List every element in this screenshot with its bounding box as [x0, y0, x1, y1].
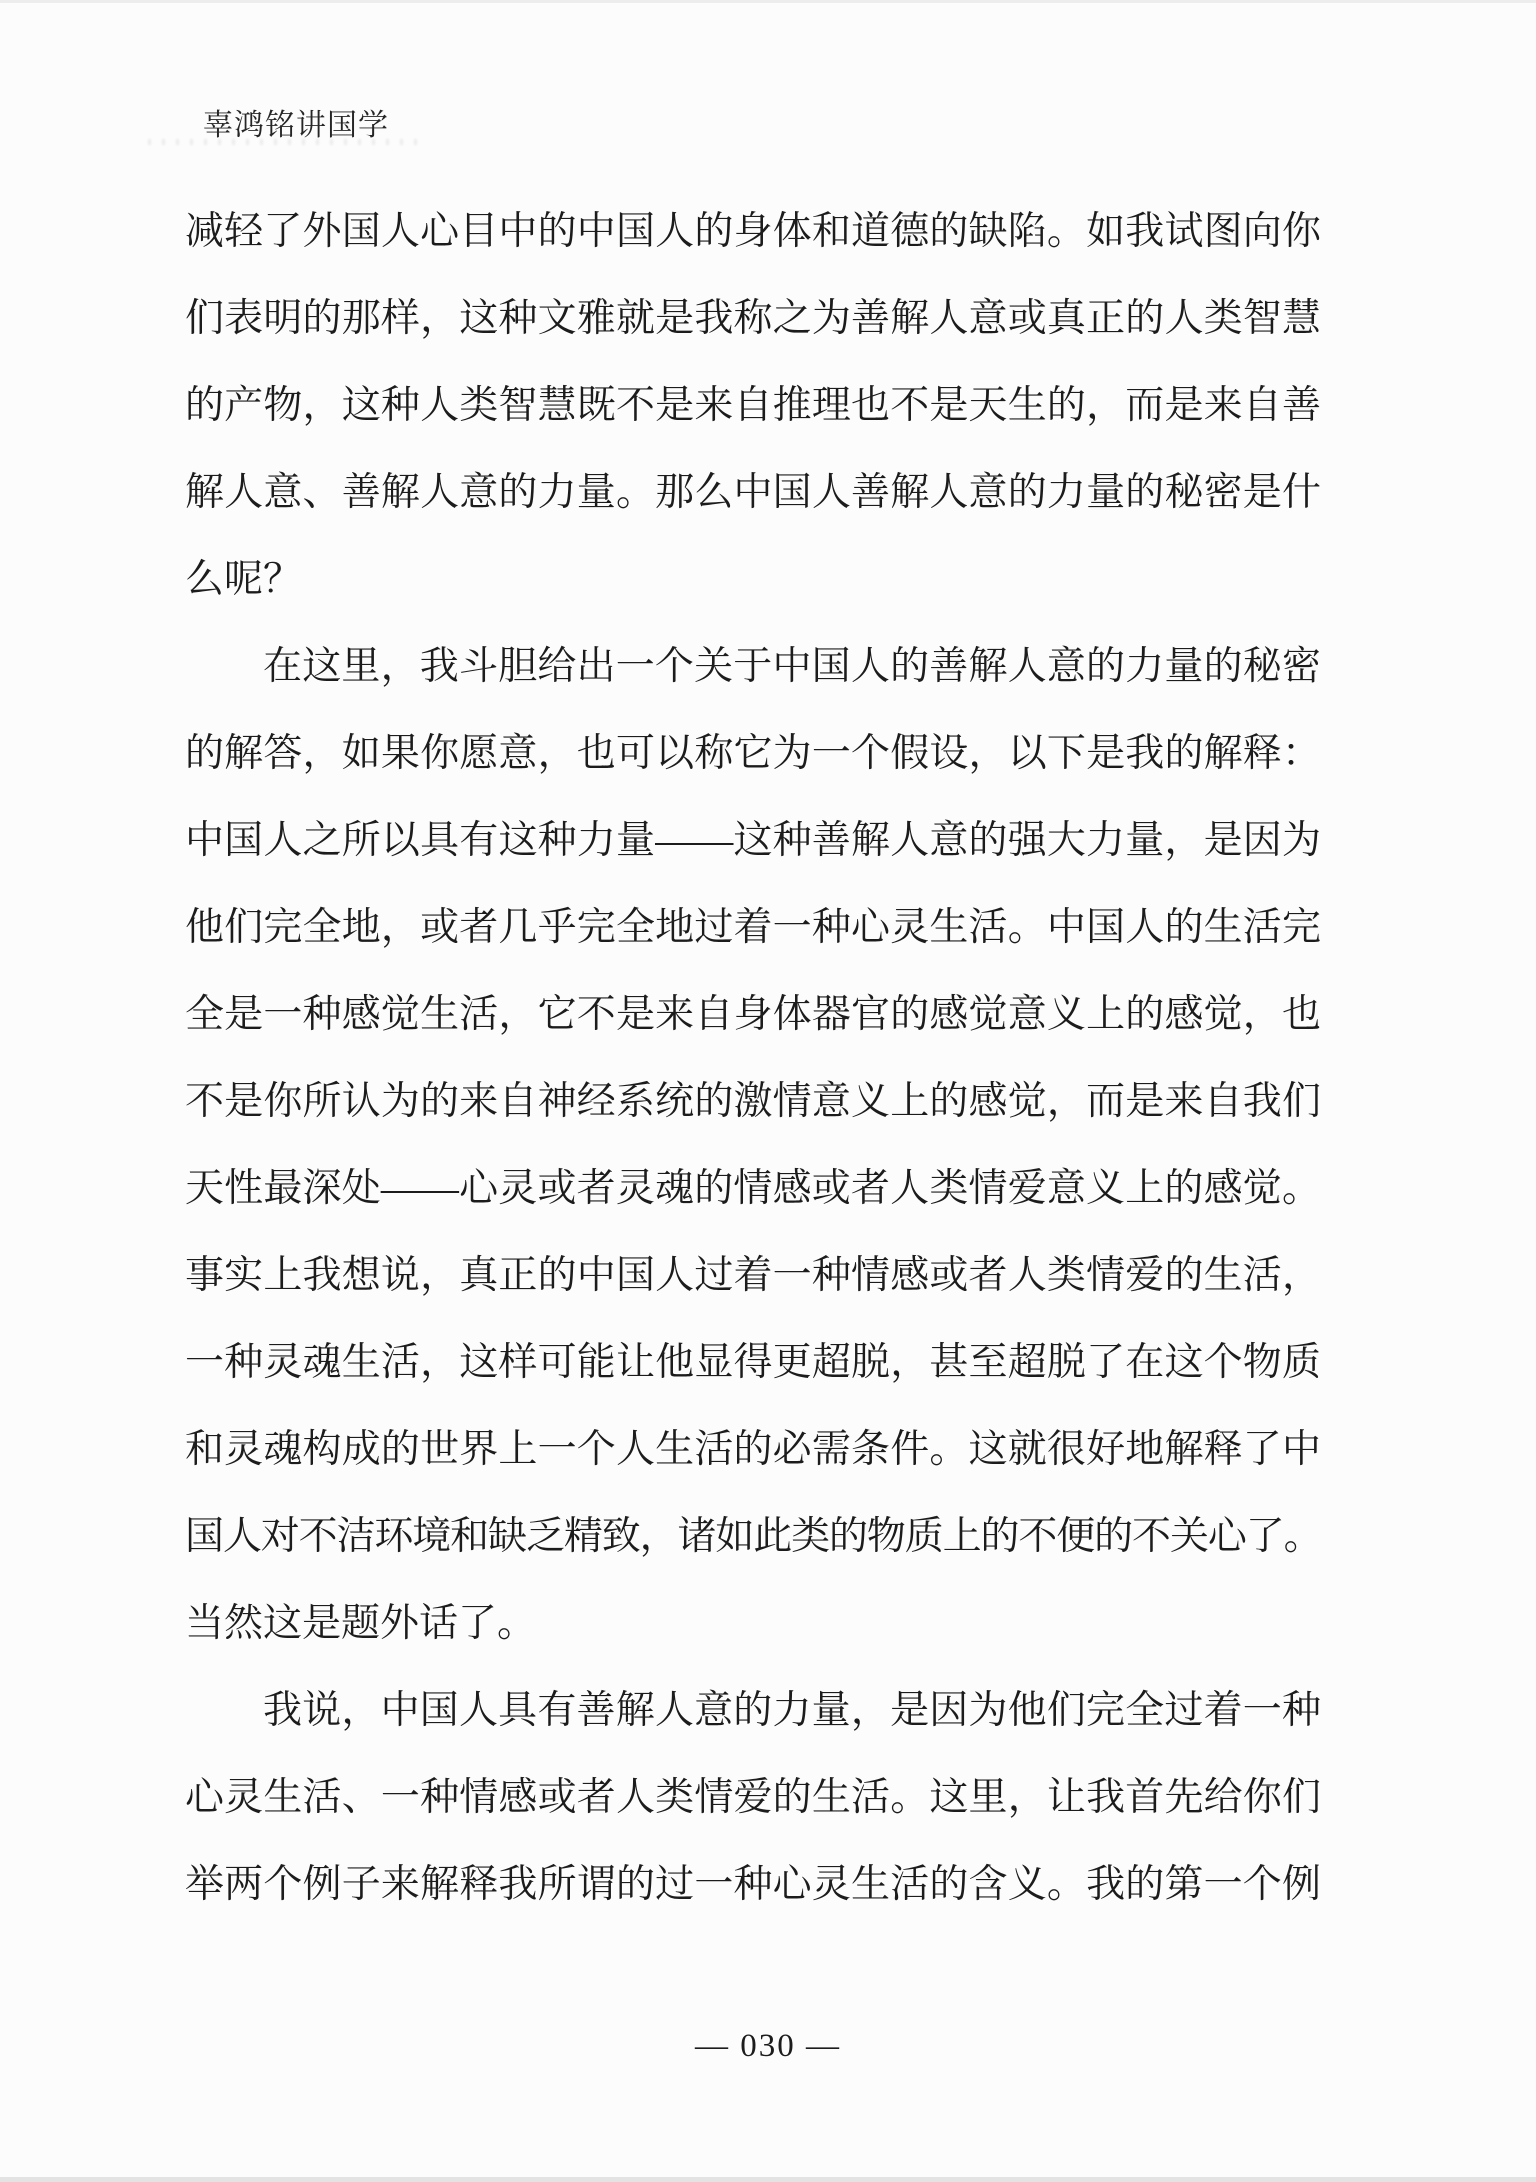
text-line: 全是一种感觉生活，它不是来自身体器官的感觉意义上的感觉，也 — [185, 993, 1321, 1036]
text-line: 的解答，如果你愿意，也可以称它为一个假设，以下是我的解释： — [185, 732, 1321, 775]
text-line: 国人对不洁环境和缺乏精致，诸如此类的物质上的不便的不关心了。 — [185, 1515, 1321, 1558]
text-line: 中国人之所以具有这种力量——这种善解人意的强大力量，是因为 — [185, 819, 1321, 862]
text-line: 当然这是题外话了。 — [185, 1602, 537, 1645]
page-number: — 030 — — [695, 2028, 841, 2064]
text-line: 在这里，我斗胆给出一个关于中国人的善解人意的力量的秘密 — [263, 645, 1321, 688]
text-line: 不是你所认为的来自神经系统的激情意义上的感觉，而是来自我们 — [185, 1080, 1321, 1123]
text-line: 他们完全地，或者几乎完全地过着一种心灵生活。中国人的生活完 — [185, 906, 1321, 949]
text-line: 天性最深处——心灵或者灵魂的情感或者人类情爱意义上的感觉。 — [185, 1167, 1321, 1210]
text-line: 么呢？ — [185, 558, 303, 601]
text-line: 们表明的那样，这种文雅就是我称之为善解人意或真正的人类智慧 — [185, 297, 1321, 340]
text-line: 一种灵魂生活，这样可能让他显得更超脱，甚至超脱了在这个物质 — [185, 1341, 1321, 1384]
text-line: 和灵魂构成的世界上一个人生活的必需条件。这就很好地解释了中 — [185, 1428, 1321, 1471]
text-line: 的产物，这种人类智慧既不是来自推理也不是天生的，而是来自善 — [185, 384, 1321, 427]
scan-edge-top — [0, 0, 1536, 3]
scan-edge-bottom — [0, 2177, 1536, 2182]
text-line: 事实上我想说，真正的中国人过着一种情感或者人类情爱的生活， — [185, 1254, 1321, 1297]
text-line: 减轻了外国人心目中的中国人的身体和道德的缺陷。如我试图向你 — [185, 210, 1321, 253]
scan-artifact — [148, 139, 418, 145]
running-header: 辜鸿铭讲国学 — [203, 109, 389, 142]
text-line: 心灵生活、一种情感或者人类情爱的生活。这里，让我首先给你们 — [185, 1776, 1321, 1819]
text-line: 举两个例子来解释我所谓的过一种心灵生活的含义。我的第一个例 — [185, 1863, 1321, 1906]
body-text — [185, 188, 1321, 1928]
text-line: 解人意、善解人意的力量。那么中国人善解人意的力量的秘密是什 — [185, 471, 1321, 514]
text-line: 我说，中国人具有善解人意的力量，是因为他们完全过着一种 — [263, 1689, 1321, 1732]
